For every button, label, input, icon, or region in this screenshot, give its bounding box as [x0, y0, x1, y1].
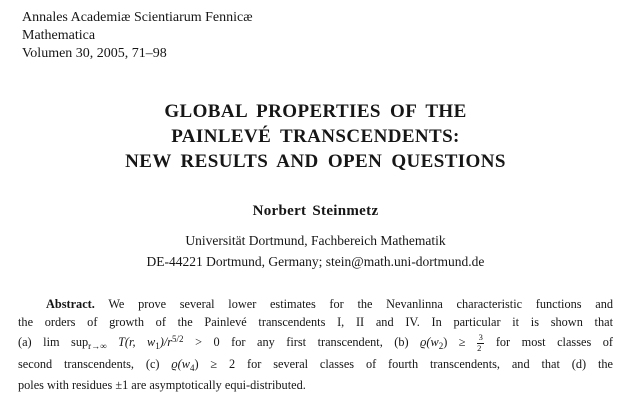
affiliation-block	[0, 230, 631, 272]
abstract-line-2-text: the orders of growth of the Painlevé transcendents I, II and IV. In particular it is shown that	[18, 314, 613, 329]
paper-title-line1: GLOBAL PROPERTIES OF THE	[164, 101, 467, 122]
limsup-subscript: r→∞	[88, 341, 107, 351]
abstract-line-5	[18, 377, 613, 395]
abstract-heading: Abstract.	[46, 297, 95, 311]
item-c-d-tail: ) ≥ 2 for several classes of fourth transcendents, and that (d) the	[194, 356, 613, 371]
abstract-line-2	[18, 314, 613, 332]
abstract-line-3	[18, 331, 613, 356]
fraction-numerator: 3	[478, 332, 483, 343]
abstract-line-1-text: We prove several lower estimates for the Nevanlinna characteristic functions and	[94, 297, 613, 311]
item-b-tail: for most classes of	[484, 335, 613, 349]
fraction-denominator: 2	[477, 343, 482, 353]
w2-subscript: 2	[438, 341, 444, 351]
limsup-operator: lim sup	[43, 335, 89, 349]
abstract-line-1	[18, 296, 613, 314]
affiliation-institution: Universität Dortmund, Fachbereich Mathematik	[185, 233, 446, 248]
r-exponent: 5/2	[172, 334, 184, 344]
abstract-block	[18, 296, 613, 395]
paper-title	[0, 99, 631, 174]
paper-title-line3: NEW RESULTS AND OPEN QUESTIONS	[125, 151, 506, 172]
rho-w2-expr: ϱ(w	[420, 335, 439, 349]
w1-subscript: 1	[155, 341, 160, 351]
affiliation-address-email: DE-44221 Dortmund, Germany; stein@math.uni-dortmund.de	[146, 254, 485, 269]
journal-volume-pages: Volumen 30, 2005, 71–98	[22, 46, 167, 61]
item-c-label: second transcendents, (c)	[18, 356, 172, 371]
abstract-line-5-text: poles with residues ±1 are asymptotically equi-distributed.	[18, 378, 306, 392]
journal-series: Mathematica	[22, 28, 96, 43]
w4-subscript: 4	[189, 362, 195, 373]
rho-w4-expr: ϱ(w	[171, 356, 190, 371]
geq-symbol: ) ≥	[443, 335, 478, 349]
abstract-line-4	[18, 356, 613, 378]
item-a-tail-item-b-label: > 0 for any first transcendent, (b)	[183, 335, 421, 349]
author-name: Norbert Steinmetz	[252, 203, 379, 219]
journal-header	[22, 9, 253, 63]
paper-title-line2: PAINLEVÉ TRANSCENDENTS:	[171, 126, 460, 147]
characteristic-function-expr: T(r, w	[106, 335, 156, 349]
over-r-expr: )/r	[159, 335, 173, 349]
item-a-label: (a)	[18, 335, 44, 349]
journal-name: Annales Academiæ Scientiarum Fennicæ	[22, 10, 253, 25]
